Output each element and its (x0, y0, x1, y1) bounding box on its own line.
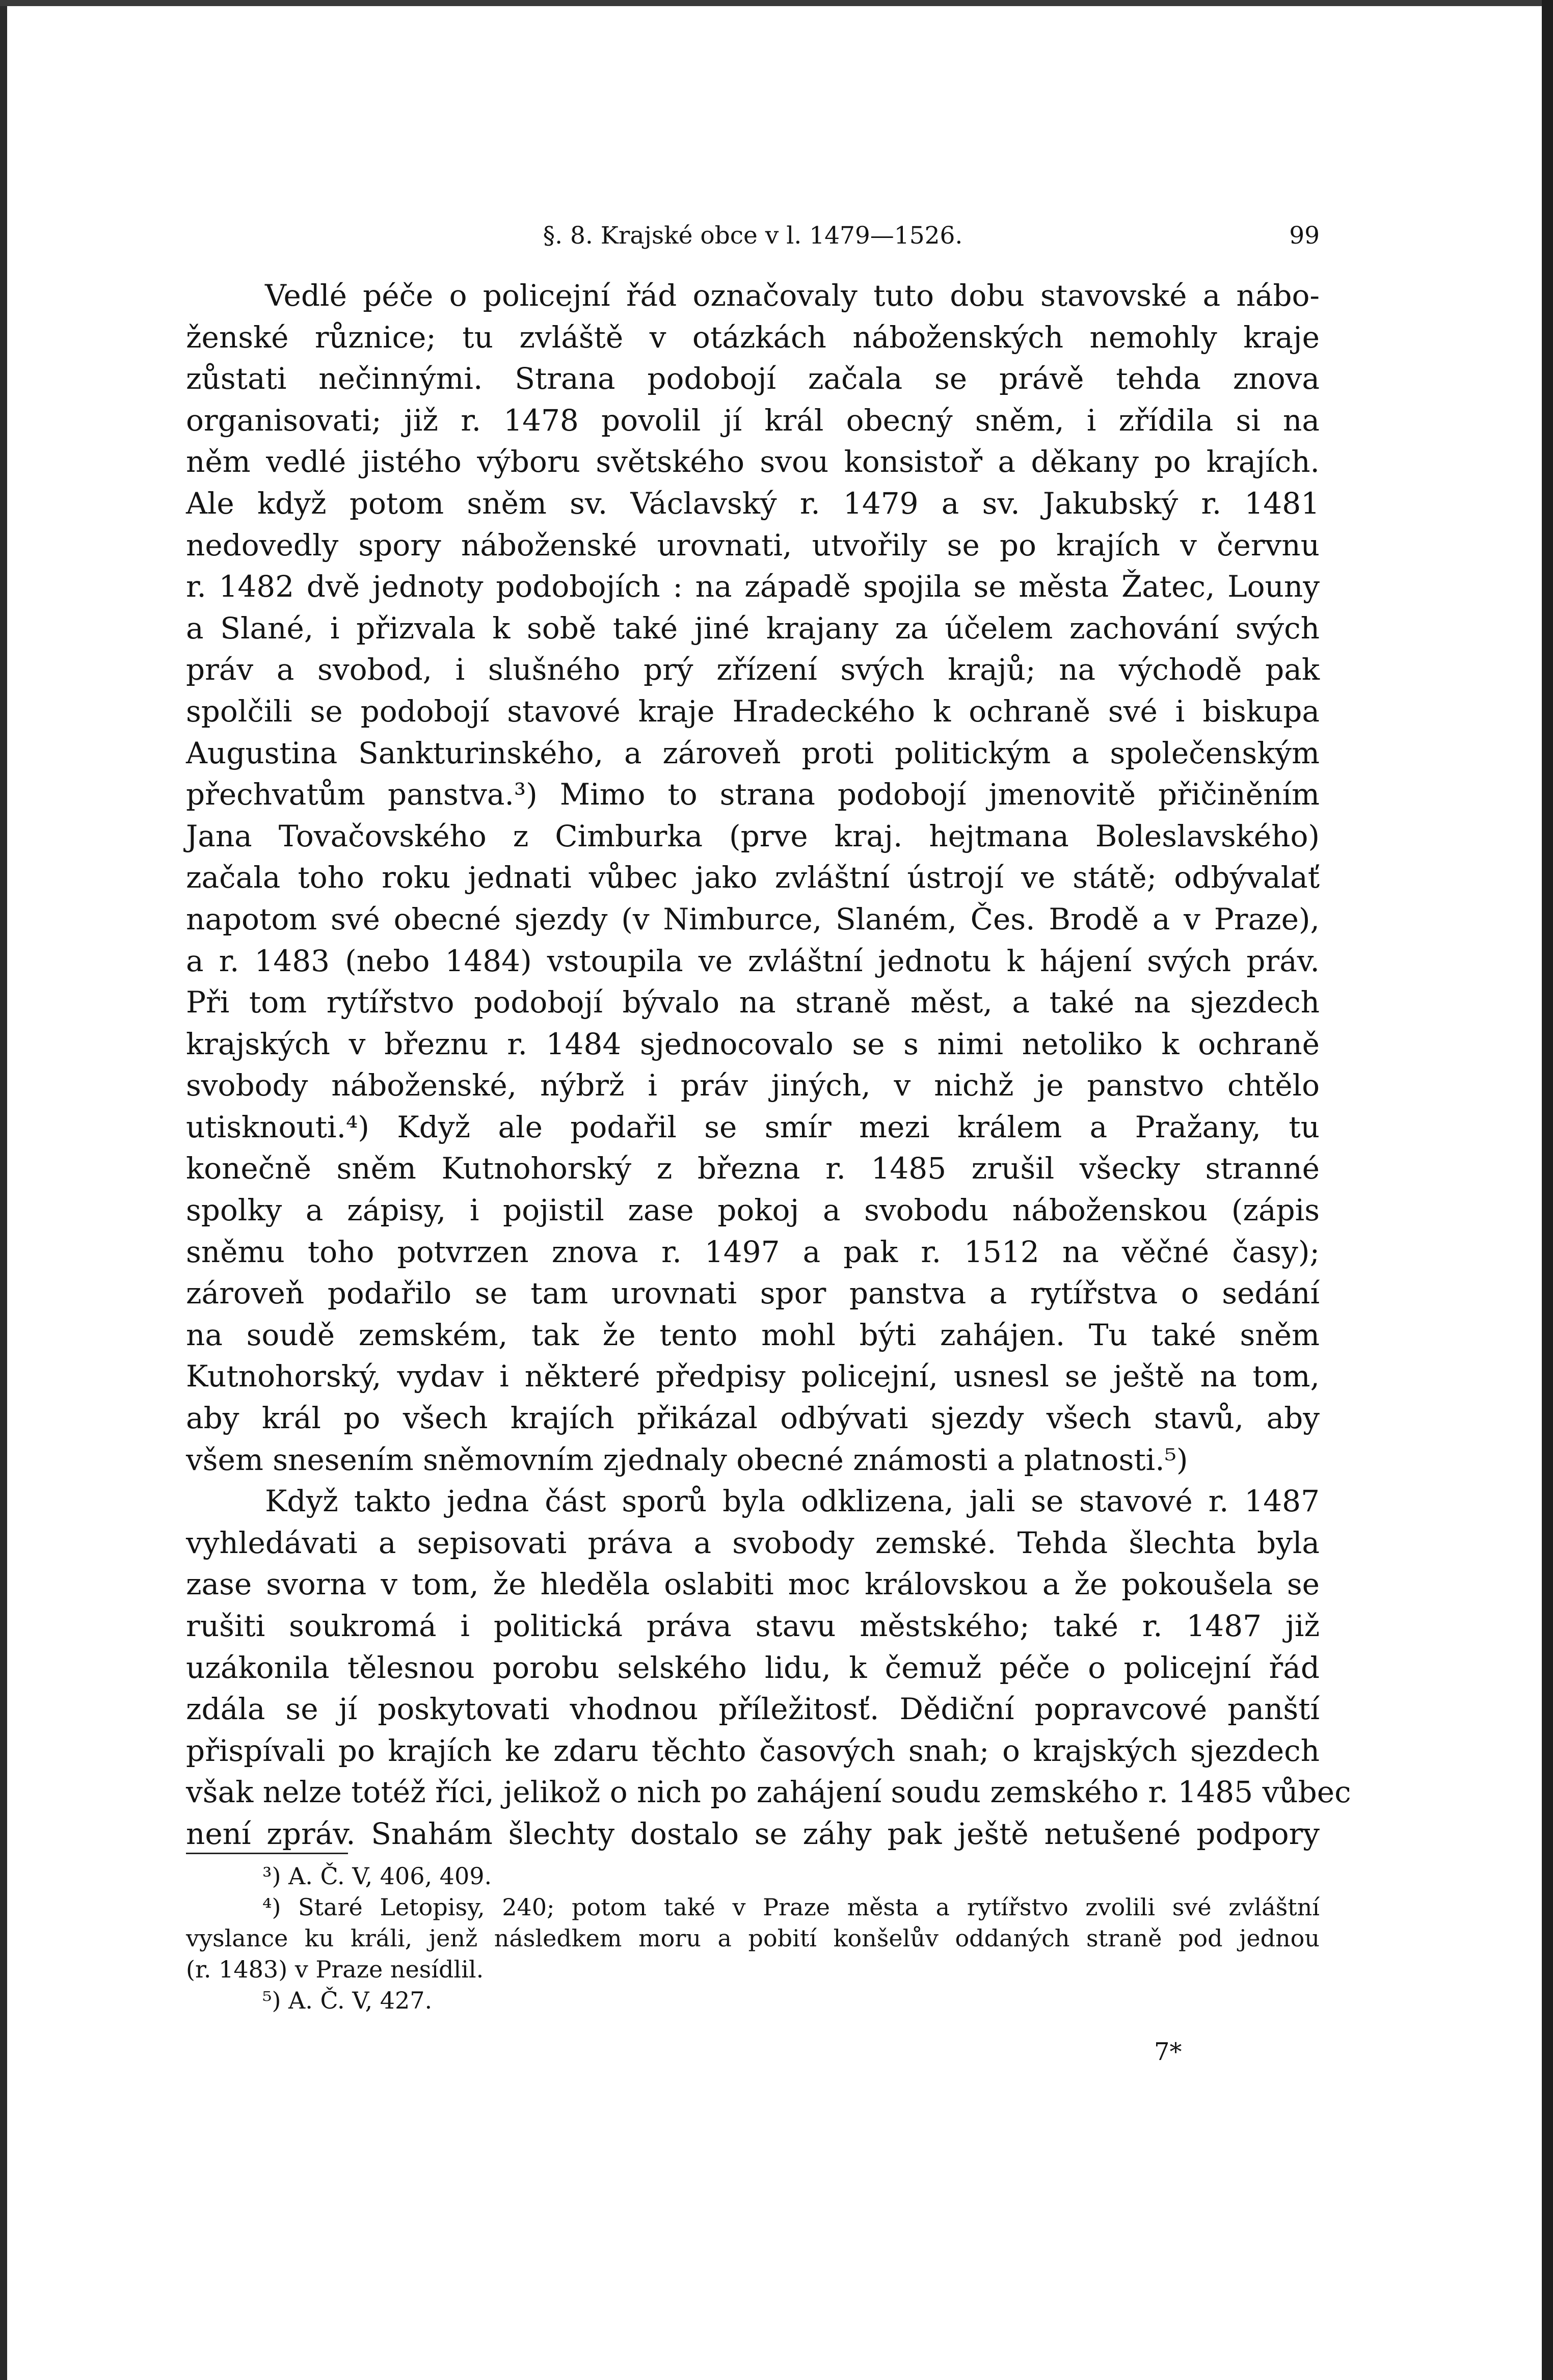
body-line: spolky a zápisy, i pojistil zase pokoj a svobodu náboženskou (zápis (186, 1193, 1320, 1228)
body-line: krajských v březnu r. 1484 sjednocovalo se s nimi netoliko k ochraně (186, 1026, 1320, 1061)
body-line: utisknouti.⁴) Když ale podařil se smír mezi králem a Pražany, tu (186, 1109, 1320, 1144)
body-line: a Slané, i přizvala k sobě také jiné krajany za účelem zachování svých (186, 610, 1320, 646)
body-line: rušiti soukromá i politická práva stavu městského; také r. 1487 již (186, 1609, 1320, 1643)
body-line: zase svorna v tom, že hleděla oslabiti moc královskou a že pokoušela se (186, 1567, 1320, 1602)
body-text (186, 275, 1351, 1855)
footnote-line: ³) A. Č. V, 406, 409. (262, 1862, 492, 1890)
body-line: nedovedly spory náboženské urovnati, utvořily se po krajích v červnu (186, 527, 1320, 563)
body-line: na soudě zemském, tak že tento mohl býti zahájen. Tu také sněm (186, 1317, 1320, 1352)
body-line: všem snesením sněmovním zjednaly obecné známosti a platnosti.⁵) (186, 1442, 1188, 1477)
body-line: Vedlé péče o policejní řád označovaly tuto dobu stavovské a nábo- (265, 278, 1320, 313)
body-line: spolčili se podobojí stavové kraje Hradeckého k ochraně své i biskupa (186, 693, 1320, 729)
body-line: a r. 1483 (nebo 1484) vstoupila ve zvláštní jednotu k hájení svých práv. (186, 943, 1320, 978)
body-line: uzákonila tělesnou porobu selského lidu, k čemuž péče o policejní řád (186, 1650, 1320, 1685)
body-line: Ale když potom sněm sv. Václavský r. 1479 a sv. Jakubský r. 1481 (186, 486, 1320, 521)
footnote-line: ⁴) Staré Letopisy, 240; potom také v Praze města a rytířstvo zvolili své zvláštní (262, 1893, 1320, 1921)
body-line: práv a svobod, i slušného prý zřízení svých krajů; na východě pak (186, 652, 1320, 687)
body-line: ženské různice; tu zvláště v otázkách náboženských nemohly kraje (186, 319, 1320, 355)
body-line: aby král po všech krajích přikázal odbývati sjezdy všech stavů, aby (186, 1401, 1320, 1436)
body-line: r. 1482 dvě jednoty podobojích : na západě spojila se města Žatec, Louny (186, 569, 1320, 604)
footnote-line: ⁵) A. Č. V, 427. (262, 1987, 433, 2014)
page-number: 99 (1289, 222, 1320, 250)
body-line: zdála se jí poskytovati vhodnou příležitosť. Dědiční popravcové panští (186, 1692, 1320, 1727)
scan-edge-right (1542, 0, 1553, 2380)
body-line: Augustina Sankturinského, a zároveň proti politickým a společenským (186, 735, 1320, 770)
body-line: přispívali po krajích ke zdaru těchto časových snah; o krajských sjezdech (186, 1733, 1320, 1768)
body-line: Jana Tovačovského z Cimburka (prve kraj. hejtmana Boleslavského) (186, 818, 1320, 853)
body-line: napotom své obecné sjezdy (v Nimburce, Slaném, Čes. Brodě a v Praze), (186, 901, 1320, 937)
body-line: Při tom rytířstvo podobojí bývalo na straně měst, a také na sjezdech (186, 985, 1320, 1020)
footnote-line: vyslance ku králi, jenž následkem moru a pobití konšelův oddaných straně pod jednou (186, 1924, 1320, 1952)
body-line: začala toho roku jednati vůbec jako zvláštní ústrojí ve státě; odbývalať (186, 860, 1320, 895)
body-line: organisovati; již r. 1478 povolil jí král obecný sněm, i zřídila si na (186, 403, 1320, 438)
body-line: přechvatům panstva.³) Mimo to strana podobojí jmenovitě přičiněním (186, 777, 1320, 812)
body-line: zároveň podařilo se tam urovnati spor panstva a rytířstva o sedání (186, 1276, 1320, 1311)
signature-mark: 7* (1154, 2038, 1182, 2066)
running-title: §. 8. Krajské obce v l. 1479—1526. (543, 222, 963, 250)
body-line: něm vedlé jistého výboru světského svou konsistoř a děkany po krajích. (186, 444, 1320, 479)
body-line: sněmu toho potvrzen znova r. 1497 a pak r. 1512 na věčné časy); (186, 1234, 1320, 1269)
body-line: není zpráv. Snahám šlechty dostalo se záhy pak ještě netušené podpory (186, 1816, 1320, 1851)
body-line: zůstati nečinnými. Strana podobojí začala se právě tehda znova (186, 361, 1320, 396)
body-line: konečně sněm Kutnohorský z března r. 1485 zrušil všecky stranné (186, 1151, 1320, 1186)
body-line: však nelze totéž říci, jelikož o nich po zahájení soudu zemského r. 1485 vůbec (186, 1775, 1351, 1810)
footnotes (186, 1861, 1320, 2016)
footnote-line: (r. 1483) v Praze nesídlil. (186, 1956, 484, 1983)
body-line: vyhledávati a sepisovati práva a svobody zemské. Tehda šlechta byla (186, 1525, 1320, 1560)
scan-edge-left (0, 0, 7, 2380)
body-line: Kutnohorský, vydav i některé předpisy policejní, usnesl se ještě na tom, (186, 1359, 1320, 1394)
body-line: svobody náboženské, nýbrž i práv jiných, v nichž je panstvo chtělo (186, 1068, 1320, 1103)
scan-edge-top (0, 0, 1553, 6)
page-header (186, 218, 1320, 254)
footnote-rule (186, 1853, 348, 1854)
body-line: Když takto jedna část sporů byla odklizena, jali se stavové r. 1487 (265, 1484, 1320, 1519)
